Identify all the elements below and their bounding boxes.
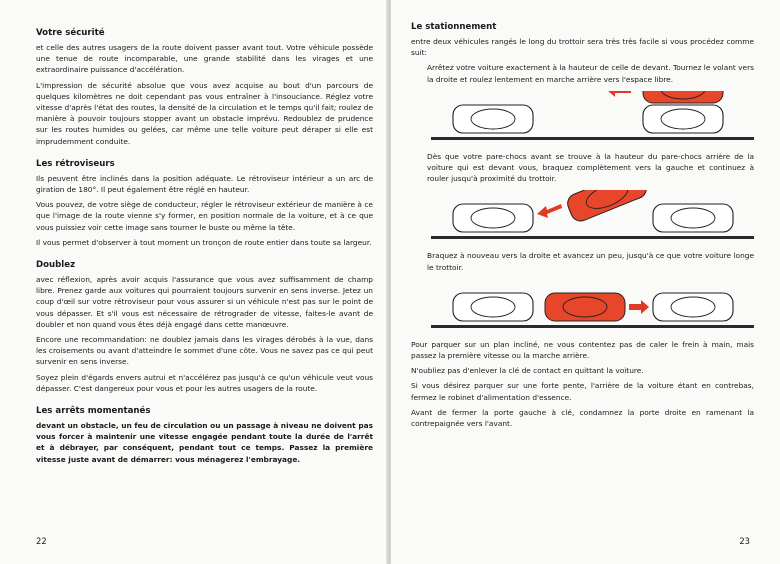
curb-line xyxy=(431,236,754,239)
parking-diagram-step-1 xyxy=(411,91,754,143)
section-title: Les arrêts momentanés xyxy=(36,406,151,417)
red-car xyxy=(565,190,650,224)
paragraph: N'oubliez pas d'enlever la clé de contact en quittant la voiture. xyxy=(411,366,644,376)
paragraph: Encore une recommandation: ne doublez jamais dans les virages dérobés à la vue, dans les croisements ou avant d'atteindre le sommet d'une côte. Vous ne savez pas ce qui peut survenir en sens inverse. xyxy=(36,335,373,367)
step-3-text: Braquez à nouveau vers la droite et avancez un peu, jusqu'à ce que votre voiture longe le trottoir. xyxy=(427,251,754,272)
curb-line xyxy=(431,325,754,328)
section-title: Doublez xyxy=(36,260,76,271)
paragraph: Vous pouvez, de votre siège de conducteur, régler le rétroviseur extérieur de manière à ce que l'image de la route vienne s'y former, en position normale de la voiture, et à ce que vous puissiez voir cette image sans tourner le buste ou même la tête. xyxy=(36,200,373,232)
paragraph: Ils peuvent être inclinés dans la position adéquate. Le rétroviseur intérieur a un arc de giration de 180°. Il peut également être réglé en hauteur. xyxy=(36,173,373,195)
reverse-arrow-icon xyxy=(607,91,631,97)
paragraph: Il vous permet d'observer à tout moment un tronçon de route entier dans toute sa largeur. xyxy=(36,237,372,247)
parked-car-rear xyxy=(453,105,533,133)
right-page xyxy=(391,0,780,564)
section-arrets xyxy=(36,406,373,465)
parking-diagram-step-3 xyxy=(411,279,754,331)
section-title: Votre sécurité xyxy=(36,28,105,38)
page-number: 22 xyxy=(36,536,47,546)
forward-arrow-icon xyxy=(629,300,649,314)
paragraph: Soyez plein d'égards envers autrui et n'accélérez pas jusqu'à ce qu'un véhicule veut vous dépasser. C'est dangereux pour vous et pour les autres usagers de la route. xyxy=(36,372,373,393)
reverse-arrow-icon xyxy=(537,204,562,218)
paragraph: avec réflexion, après avoir acquis l'assurance que vous avez suffisamment de champ libre. Prenez garde aux voitures qui pourraient toujours survenir en sens inverse. Jetez un coup d'œil sur votre rétroviseur pour vous assurer si un véhicule n'est pas sur le point de vous dépasser. Et s'il vous est nécessaire de rétrograder de vitesse, faites-le avant de doubler et non quand vous êtes déjà engagé dans cette manœuvre. xyxy=(36,275,373,329)
page-number: 23 xyxy=(739,536,750,546)
section-securite xyxy=(36,28,373,147)
parked-car-front xyxy=(653,204,733,232)
red-car xyxy=(643,91,723,103)
section-retroviseurs xyxy=(36,159,373,248)
paragraph: et celle des autres usagers de la route doivent passer avant tout. Votre véhicule possède une tenue de route incomparable, une grande stabilité dans les virages et une extraordinaire puissance d'accélération. xyxy=(36,43,373,75)
curb-line xyxy=(431,137,754,140)
parked-car-rear xyxy=(453,293,533,321)
paragraph: devant un obstacle, un feu de circulation ou un passage à niveau ne doivent pas vous forcer à maintenir une vitesse engagée pendant toute la durée de l'arrêt et à débrayer, par conséquent, pendant tout ce temps. Passez la première vitesse juste avant de démarrer: vous ménagerez l'embrayage. xyxy=(36,421,373,464)
step-2-text: Dès que votre pare-chocs avant se trouve à la hauteur du pare-chocs arrière de la voiture qui est devant vous, braquez complètement vers la gauche et continuez à rouler jusqu'à proximité du trottoir. xyxy=(427,151,754,184)
paragraph: Si vous désirez parquer sur une forte pente, l'arrière de la voiture étant en contrebas, fermez le robinet d'alimentation d'essence. xyxy=(411,381,754,402)
intro-paragraph: entre deux véhicules rangés le long du trottoir sera très très facile si vous procédez comme suit: xyxy=(411,37,754,58)
paragraph: L'impression de sécurité absolue que vous avez acquise au bout d'un parcours de quelques kilomètres ne doit cependant pas vous entraîner à l'insouciance. Réglez votre vitesse d'après l'état des routes, la densité de la circulation et le temps qu'il fait; roulez de manière à pouvoir toujours stopper avant un obstacle imprévu. Redoublez de prudence sur les routes humides ou gelées, car même une telle voiture peut déraper si elle est imprudemment conduite. xyxy=(36,80,373,146)
section-doublez xyxy=(36,260,373,394)
parked-car-rear xyxy=(453,204,533,232)
paragraph: Avant de fermer la porte gauche à clé, condamnez la porte droite en ramenant la contrepaignée vers l'avant. xyxy=(411,407,754,429)
left-page xyxy=(0,0,389,564)
parking-diagram-step-2 xyxy=(411,190,754,242)
step-1-text: Arrêtez votre voiture exactement à la hauteur de celle de devant. Tournez le volant vers la droite et roulez lentement en marche arrière vers l'espace libre. xyxy=(427,63,754,84)
parked-car-front xyxy=(653,293,733,321)
parked-car-front xyxy=(643,105,723,133)
paragraph: Pour parquer sur un plan incliné, ne vous contentez pas de caler le frein à main, mais passez la première vitesse ou la marche arrière. xyxy=(411,339,754,361)
red-car xyxy=(545,293,625,321)
section-title: Les rétroviseurs xyxy=(36,158,115,169)
section-title: Le stationnement xyxy=(411,22,497,32)
